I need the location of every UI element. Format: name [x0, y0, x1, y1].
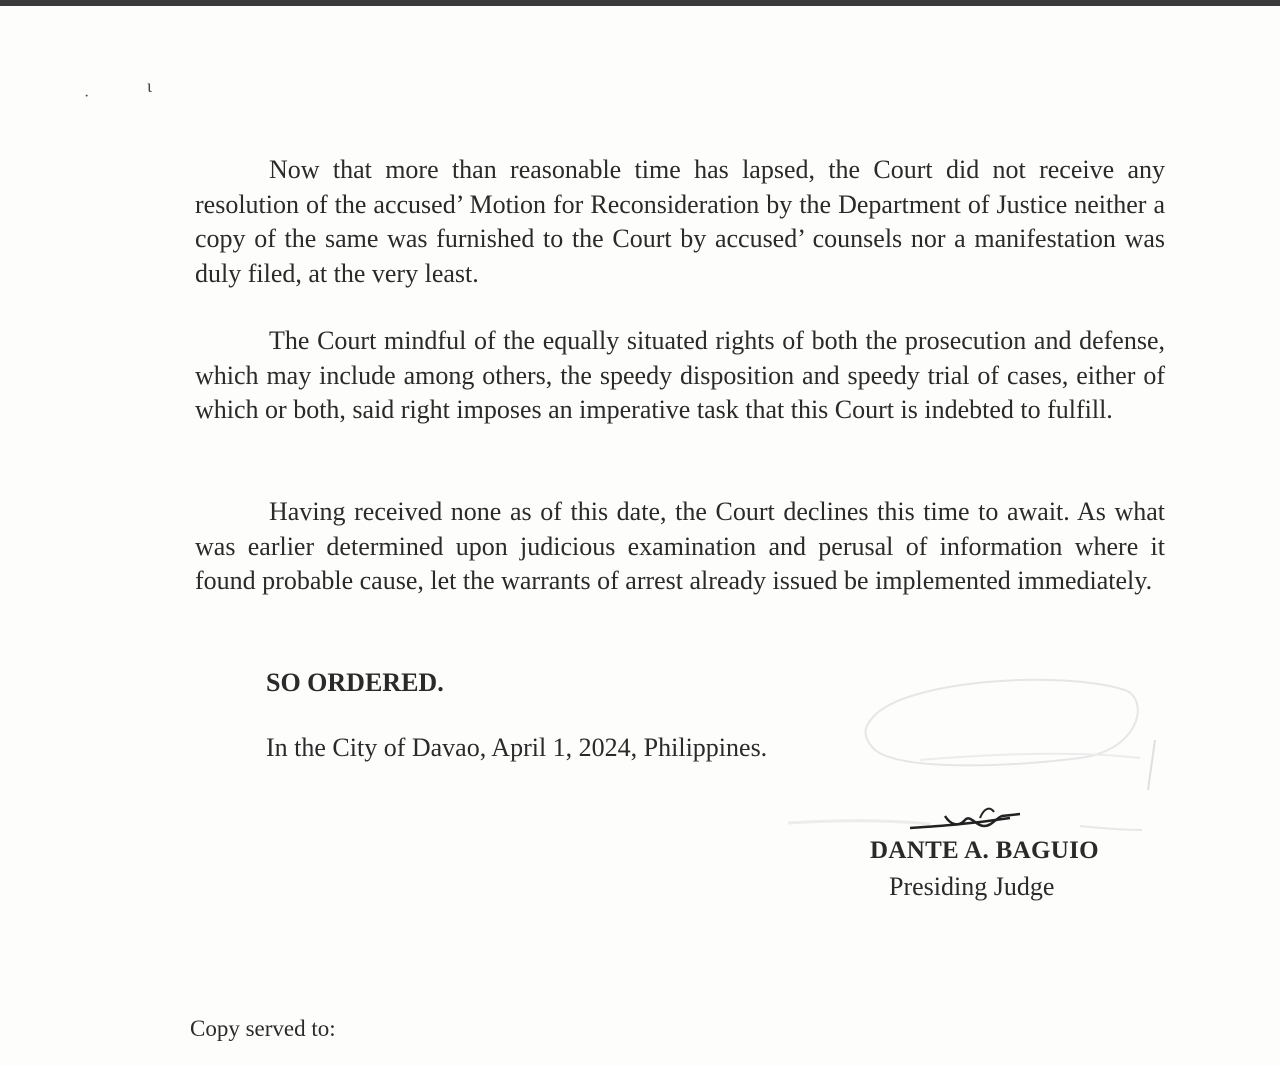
so-ordered-heading: SO ORDERED. [266, 668, 444, 697]
handwritten-signature [780, 640, 1180, 840]
scan-mark: ι [147, 76, 152, 96]
paragraph-rights: The Court mindful of the equally situated rights of both the prosecution and defense, which may include among others, the speedy disposition and speedy trial of cases, either of which or both, said right imposes an imperative task that this Court is indebted to fulfill. [195, 326, 1165, 424]
judge-name: DANTE A. BAGUIO [870, 837, 1099, 864]
paragraph-reasonable-time: Now that more than reasonable time has lapsed, the Court did not receive any resolution of the accused’ Motion for Reconsideration by the Department of Justice neither a copy of the same was furnished to the Court by accused’ counsels nor a manifestation was duly filed, at the very least. [195, 155, 1165, 288]
scan-speck: · [84, 88, 90, 105]
place-and-date: In the City of Davao, April 1, 2024, Philippines. [266, 733, 768, 762]
paragraph-warrants: Having received none as of this date, the Court declines this time to await. As what was earlier determined upon judicious examination and perusal of information where it found probable cause, let the warrants of arrest already issued be implemented immediately. [195, 497, 1165, 595]
page-top-edge [0, 0, 1280, 6]
copy-served-label: Copy served to: [190, 1016, 336, 1041]
judge-title: Presiding Judge [889, 872, 1055, 901]
